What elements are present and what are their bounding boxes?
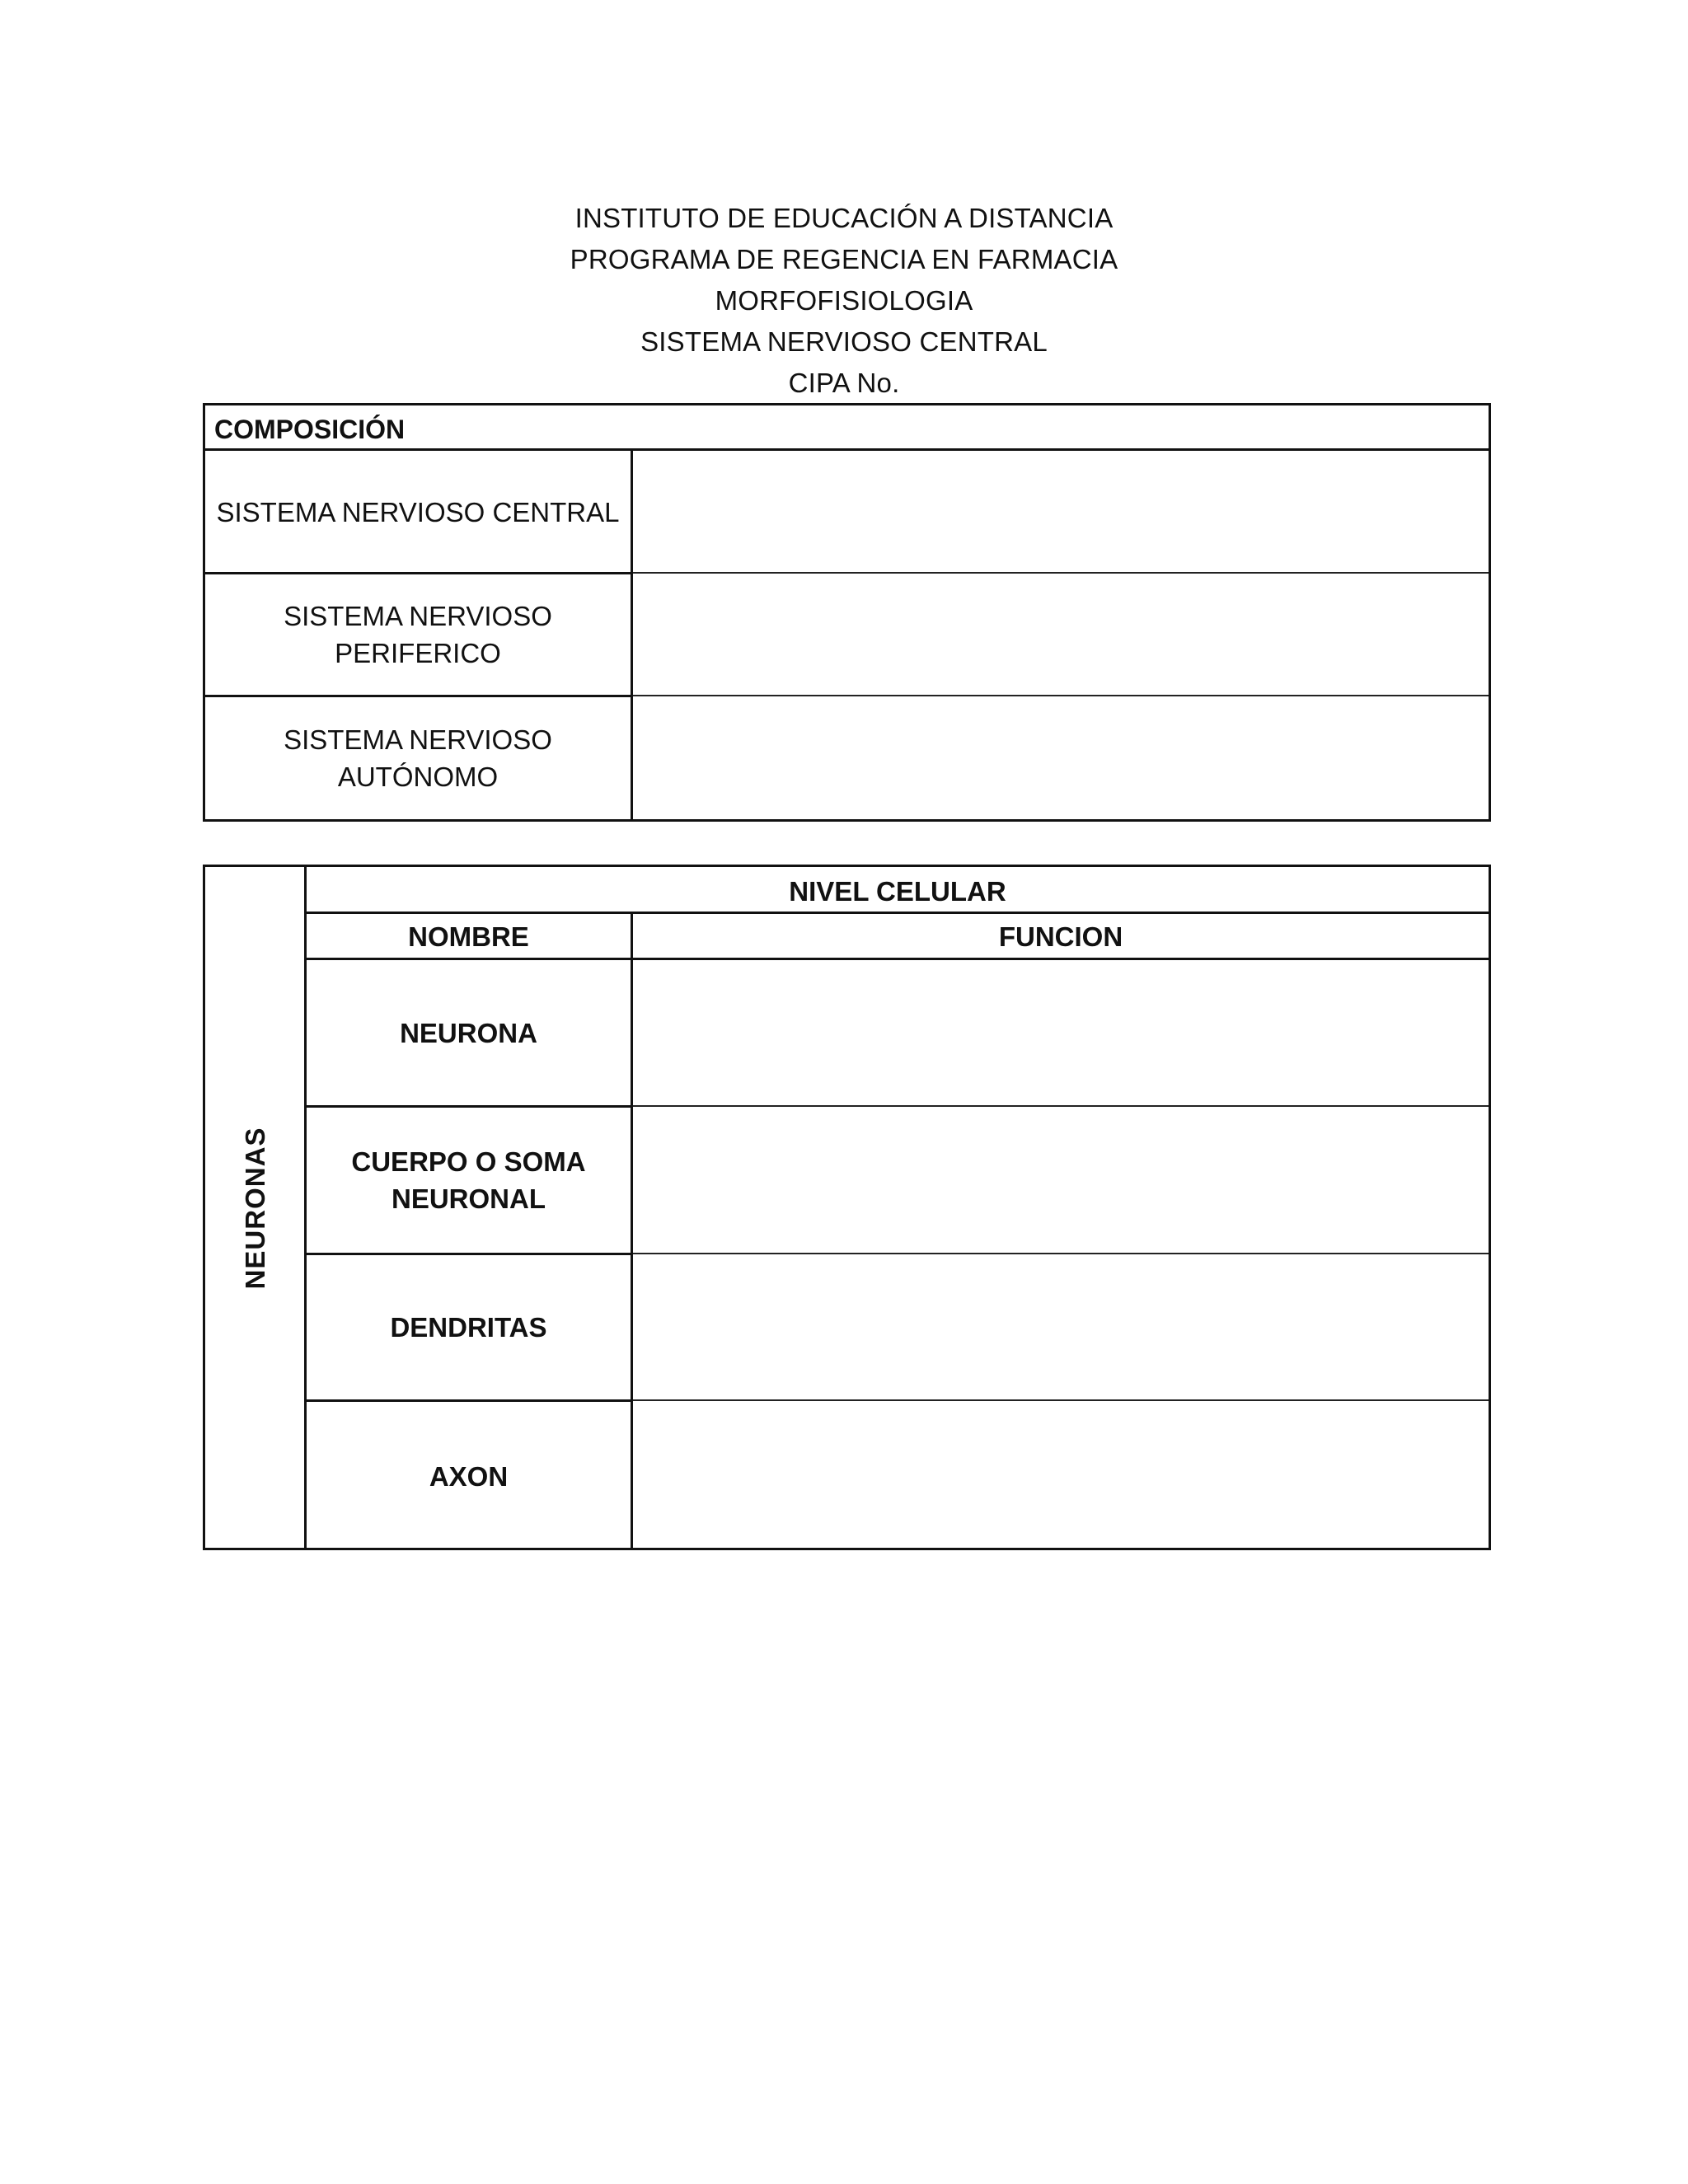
neurona-name-cell: NEURONA	[307, 960, 633, 1105]
composicion-title: COMPOSICIÓN	[205, 405, 1489, 451]
column-header-funcion: FUNCION	[633, 914, 1489, 960]
neurona-function-cell[interactable]	[633, 960, 1489, 1105]
neuronas-table	[203, 865, 1491, 1550]
row-divider	[633, 572, 1489, 574]
document-header	[0, 198, 1688, 404]
composicion-table	[203, 403, 1491, 822]
soma-name-cell: CUERPO O SOMA NEURONAL	[307, 1108, 633, 1253]
neuronas-side-label: NEURONAS	[240, 1127, 270, 1290]
nivel-celular-title: NIVEL CELULAR	[307, 867, 1489, 914]
row-divider	[633, 1105, 1489, 1107]
cipa-number: CIPA No.	[788, 368, 900, 398]
course-name: MORFOFISIOLOGIA	[715, 285, 973, 316]
row-divider	[633, 695, 1489, 696]
row-divider	[633, 1253, 1489, 1254]
composicion-label-autonomo: SISTEMA NERVIOSO AUTÓNOMO	[205, 697, 633, 819]
composicion-answer-central[interactable]	[633, 451, 1489, 573]
axon-name-cell: AXON	[307, 1402, 633, 1550]
composicion-label-central: SISTEMA NERVIOSO CENTRAL	[205, 451, 633, 573]
program-name: PROGRAMA DE REGENCIA EN FARMACIA	[570, 244, 1118, 274]
institution-name: INSTITUTO DE EDUCACIÓN A DISTANCIA	[574, 203, 1114, 233]
composicion-label-periferico: SISTEMA NERVIOSO PERIFERICO	[205, 574, 633, 695]
dendritas-name-cell: DENDRITAS	[307, 1255, 633, 1399]
soma-function-cell[interactable]	[633, 1108, 1489, 1253]
neuronas-side-cell	[205, 867, 307, 1548]
topic-title: SISTEMA NERVIOSO CENTRAL	[640, 326, 1048, 357]
dendritas-function-cell[interactable]	[633, 1255, 1489, 1399]
row-divider	[633, 1399, 1489, 1401]
axon-function-cell[interactable]	[633, 1402, 1489, 1550]
composicion-answer-periferico[interactable]	[633, 574, 1489, 695]
composicion-answer-autonomo[interactable]	[633, 697, 1489, 819]
column-header-nombre: NOMBRE	[307, 914, 633, 960]
